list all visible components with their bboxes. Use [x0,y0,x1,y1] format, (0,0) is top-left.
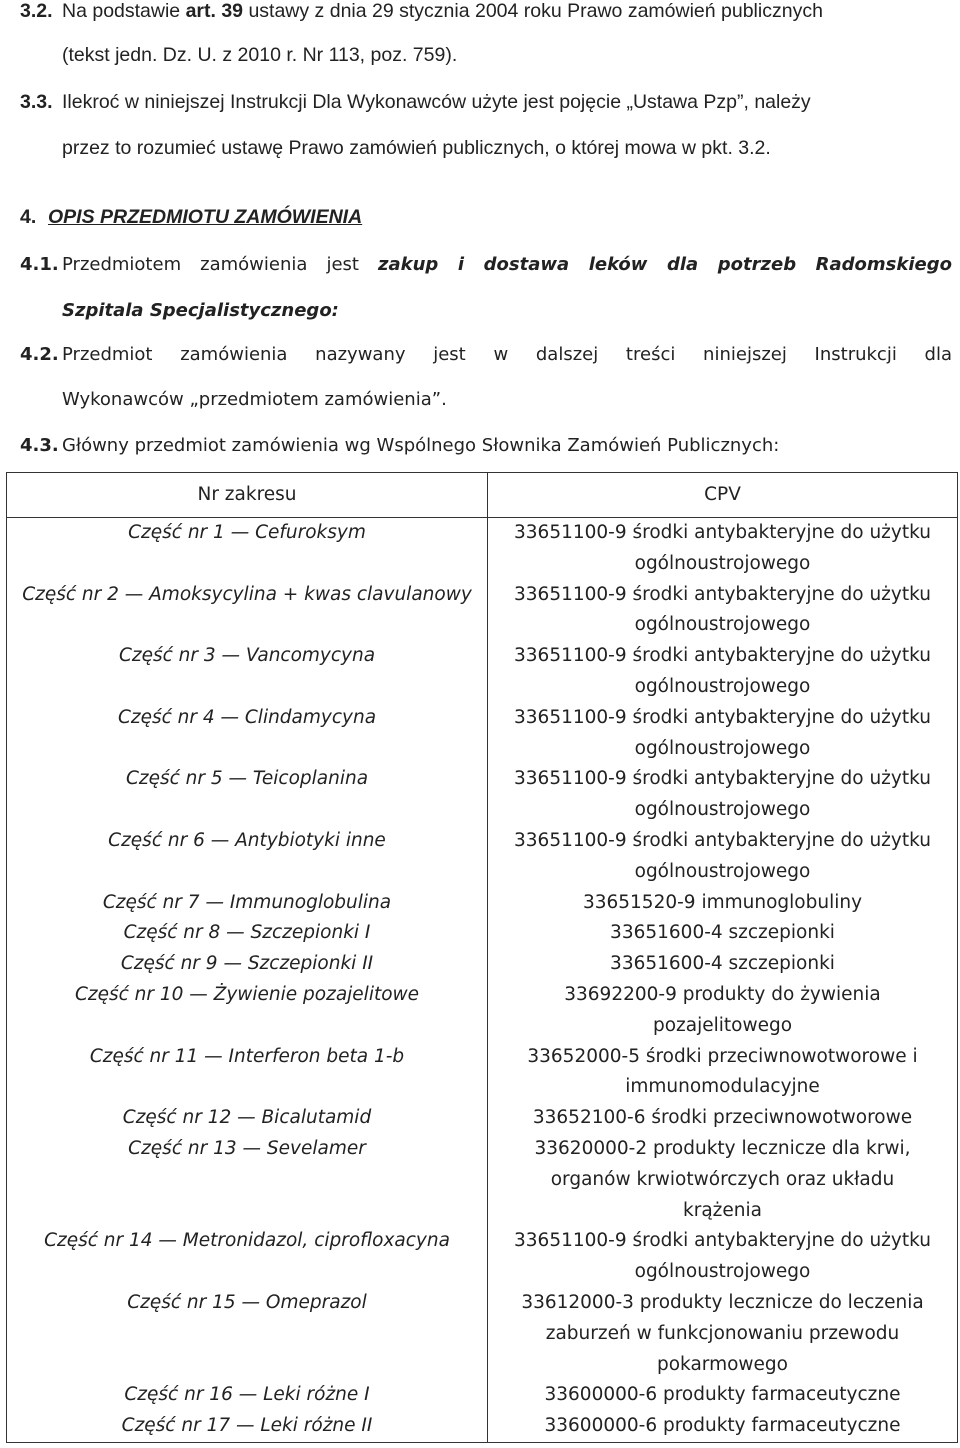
cpv-line: 33652100-6 środki przeciwnowotworowe [532,1107,913,1129]
section-number: 3.2. [20,0,53,22]
table-body [7,518,958,1443]
part-cell: Część nr 16 — Leki różne I [7,1380,488,1411]
table-row [7,1134,958,1226]
cpv-cell [488,580,958,642]
table-row [7,1042,958,1104]
part-cell: Część nr 17 — Leki różne II [7,1411,488,1442]
table-row [7,826,958,888]
cpv-line: ogólnoustrojowego [634,860,811,882]
section-title: OPIS PRZEDMIOTU ZAMÓWIENIA [48,206,363,228]
cpv-cell [488,764,958,826]
table-row [7,580,958,642]
cpv-line: ogólnoustrojowego [634,737,811,759]
cpv-line: 33651100-9 środki antybakteryjne do użytku [514,1230,931,1252]
section-number: 4.3. [20,435,59,456]
cpv-line: 33620000-2 produkty lecznicze dla krwi, [534,1137,911,1159]
cpv-line: immunomodulacyjne [625,1076,820,1098]
cpv-cell [488,518,958,580]
cpv-line: 33651100-9 środki antybakteryjne do użytku [514,706,931,728]
cpv-cell [488,1411,958,1442]
cpv-cell [488,888,958,919]
table-row [7,1380,958,1411]
cpv-cell [488,1380,958,1411]
cpv-line: 33692200-9 produkty do żywienia [564,983,881,1005]
table-row [7,703,958,765]
part-cell: Część nr 15 — Omeprazol [7,1288,488,1380]
cpv-line: ogólnoustrojowego [634,799,811,821]
table-header-row [7,473,958,518]
part-cell: Część nr 7 — Immunoglobulina [7,888,488,919]
part-cell: Część nr 10 — Żywienie pozajelitowe [7,980,488,1042]
cpv-table [6,472,958,1443]
part-cell: Część nr 1 — Cefuroksym [7,518,488,580]
cpv-cell [488,949,958,980]
cpv-line: ogólnoustrojowego [634,614,811,636]
table-row [7,764,958,826]
table-row [7,1103,958,1134]
cpv-cell [488,1042,958,1104]
table-row [7,518,958,580]
cpv-line: 33600000-6 produkty farmaceutyczne [544,1384,901,1406]
cpv-line: krążenia [683,1199,762,1221]
cpv-cell [488,703,958,765]
table-row [7,918,958,949]
cpv-line: 33651600-4 szczepionki [610,953,835,975]
section-number: 4. [20,206,37,228]
cpv-line: 33651100-9 środki antybakteryjne do użytku [514,583,931,605]
table-row [7,1226,958,1288]
table-row [7,641,958,703]
part-cell: Część nr 9 — Szczepionki II [7,949,488,980]
section-3-2-line1: Na podstawie art. 39 ustawy z dnia 29 stycznia 2004 roku Prawo zamówień publicznych [62,0,823,22]
cpv-line: 33651600-4 szczepionki [610,922,835,944]
table-row [7,1411,958,1442]
part-cell: Część nr 13 — Sevelamer [7,1134,488,1226]
cpv-cell [488,1226,958,1288]
part-cell: Część nr 3 — Vancomycyna [7,641,488,703]
table-row [7,888,958,919]
section-number: 4.2. [20,344,59,365]
cpv-line: 33651100-9 środki antybakteryjne do użytku [514,522,931,543]
cpv-line: pozajelitowego [652,1014,793,1036]
cpv-cell [488,1288,958,1380]
part-cell: Część nr 14 — Metronidazol, ciprofloxacyna [7,1226,488,1288]
cpv-line: 33652000-5 środki przeciwnowotworowe i [527,1045,918,1067]
cpv-line: 33612000-3 produkty lecznicze do leczenia [521,1291,924,1313]
cpv-line: 33651100-9 środki antybakteryjne do użytku [514,768,931,790]
table-row [7,1288,958,1380]
cpv-line: ogólnoustrojowego [634,552,811,574]
cpv-line: 33651100-9 środki antybakteryjne do użytku [514,829,931,851]
part-cell: Część nr 5 — Teicoplanina [7,764,488,826]
section-number: 3.3. [20,91,53,113]
part-cell: Część nr 11 — Interferon beta 1-b [7,1042,488,1104]
part-cell: Część nr 2 — Amoksycylina + kwas clavulanowy [7,580,488,642]
part-cell: Część nr 12 — Bicalutamid [7,1103,488,1134]
cpv-cell [488,826,958,888]
cpv-line: pokarmowego [657,1353,788,1375]
cpv-cell [488,980,958,1042]
table-row [7,949,958,980]
part-cell: Część nr 6 — Antybiotyki inne [7,826,488,888]
cpv-line: 33651520-9 immunoglobuliny [582,891,863,913]
cpv-line: ogólnoustrojowego [634,1261,811,1283]
cpv-line: 33651100-9 środki antybakteryjne do użytku [514,645,931,667]
cpv-line: ogólnoustrojowego [634,675,811,697]
column-header-part: Nr zakresu [7,473,488,518]
cpv-cell [488,1134,958,1226]
table-row [7,980,958,1042]
cpv-cell [488,918,958,949]
cpv-line: zaburzeń w funkcjonowaniu przewodu [545,1322,900,1344]
part-cell: Część nr 8 — Szczepionki I [7,918,488,949]
part-cell: Część nr 4 — Clindamycyna [7,703,488,765]
cpv-line: 33600000-6 produkty farmaceutyczne [544,1415,901,1437]
column-header-cpv: CPV [488,473,958,518]
cpv-cell [488,641,958,703]
cpv-cell [488,1103,958,1134]
cpv-line: organów krwiotwórczych oraz układu [550,1168,895,1190]
section-number: 4.1. [20,254,59,275]
